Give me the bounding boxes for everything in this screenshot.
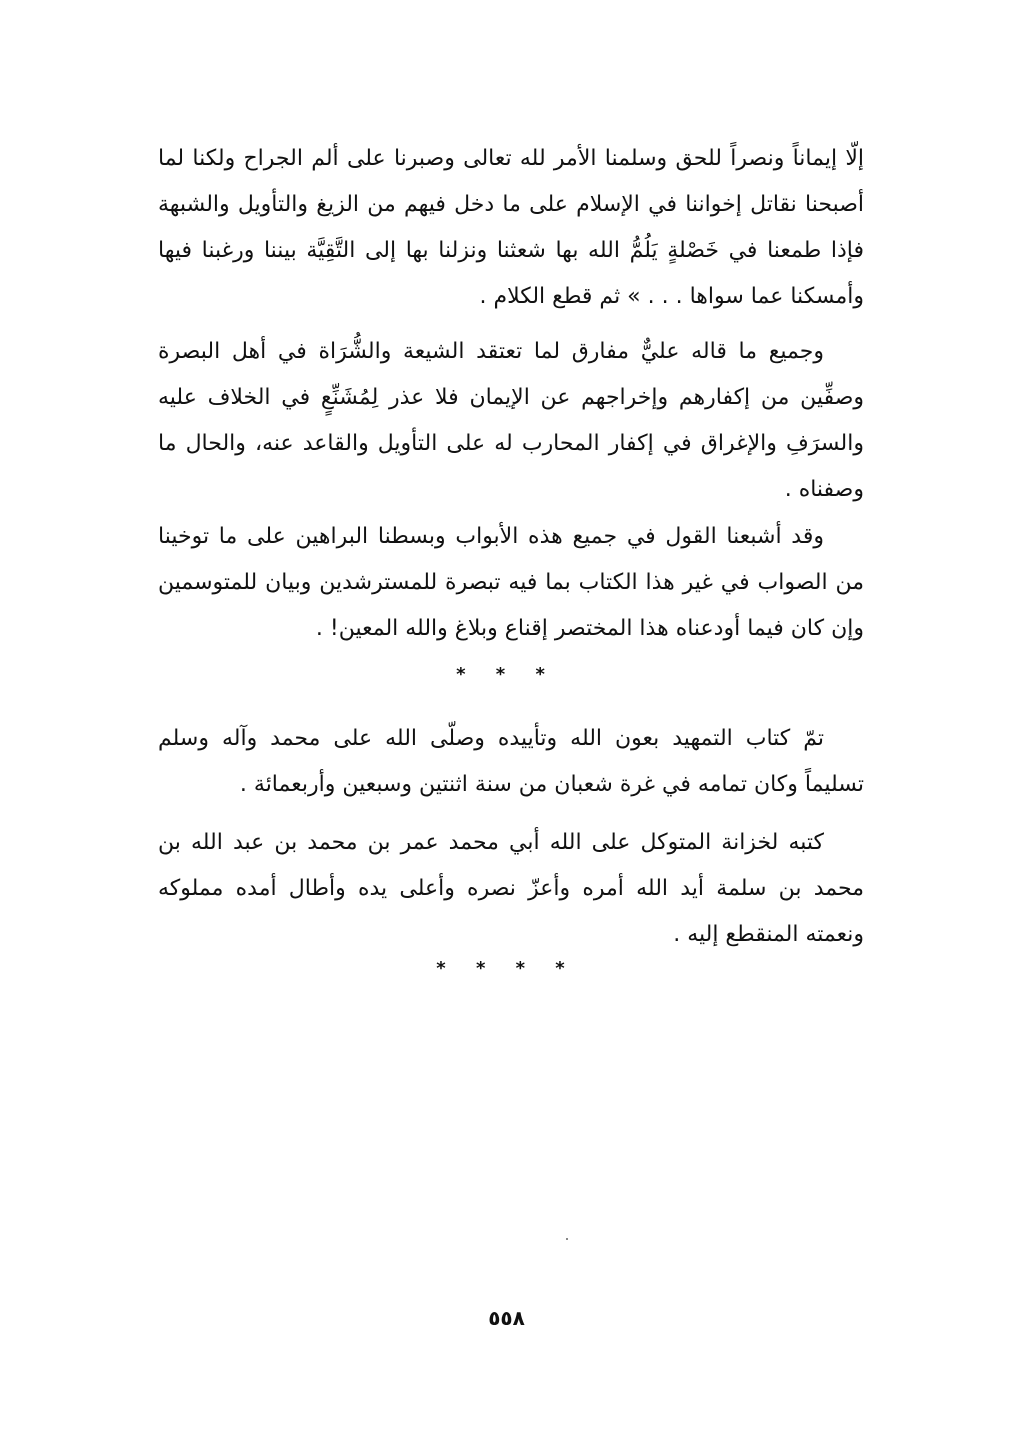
page-number: ٥٥٨ <box>488 1306 525 1330</box>
paragraph-text: كتبه لخزانة المتوكل على الله أبي محمد عمر بن محمد بن عبد الله بن محمد بن سلمة أيد الله أمره وأعزّ نصره وأعلى يده وأطال أمده مملوكه ونعمته المنقطع إليه . <box>158 830 864 947</box>
paragraph-quote-end <box>158 136 864 320</box>
scan-speck <box>566 1238 568 1240</box>
paragraph-text: تمّ كتاب التمهيد بعون الله وتأييده وصلّى الله على محمد وآله وسلم تسليماً وكان تمامه في غرة شعبان من سنة اثنتين وسبعين وأربعمائة . <box>158 726 864 797</box>
paragraph-ali-statement <box>158 329 864 513</box>
paragraph-text: وجميع ما قاله عليٌّ مفارق لما تعتقد الشيعة والشُّرَاة في أهل البصرة وصفِّين من إكفارهم وإخراجهم عن الإيمان فلا عذر لِمُشَنِّعٍ في الخلاف عليه والسرَفِ والإغراق في إكفار المحارب له على التأويل والقاعد عنه، والحال ما وصفناه . <box>158 339 864 502</box>
paragraph-text: وقد أشبعنا القول في جميع هذه الأبواب وبسطنا البراهين على ما توخينا من الصواب في غير هذا الكتاب بما فيه تبصرة للمسترشدين وبيان للمتوسمين وإن كان فيما أودعناه هذا المختصر إقناع وبلاغ والله المعين! . <box>158 524 864 641</box>
paragraph-conclusion <box>158 514 864 652</box>
end-separator-stars: * * * * <box>436 958 577 979</box>
section-separator-stars: * * * <box>456 664 557 685</box>
paragraph-colophon <box>158 716 864 808</box>
paragraph-scribe-note <box>158 820 864 958</box>
paragraph-text: إلّا إيماناً ونصراً للحق وسلمنا الأمر لله تعالى وصبرنا على ألم الجراح ولكنا لما أصبحنا نقاتل إخواننا في الإسلام على ما دخل فيهم من الزيغ والتأويل والشبهة فإذا طمعنا في خَصْلةٍ يَلُمُّ الله بها شعثنا ونزلنا بها إلى التَّقِيَّة بيننا ورغبنا فيها وأمسكنا عما سواها . . . » ثم قطع الكلام . <box>158 146 864 309</box>
